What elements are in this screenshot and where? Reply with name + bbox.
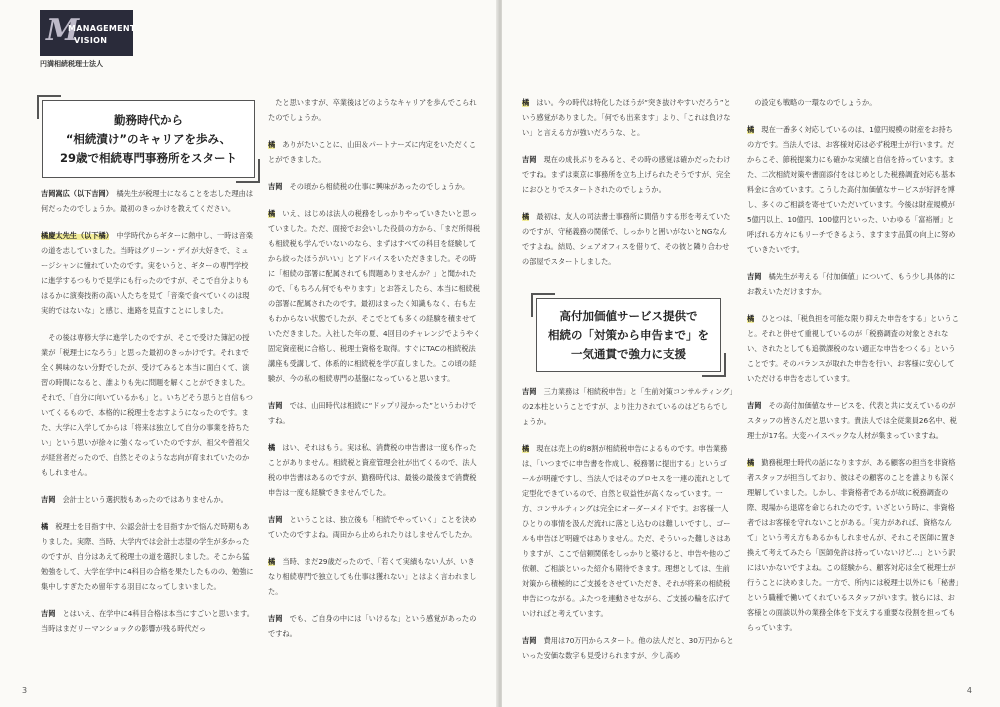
section-heading-1 [42,100,255,178]
paragraph [522,633,734,663]
paragraph [41,228,254,318]
paragraph-text: その高付加価値なサービスを、代表と共に支えているのがスタッフの皆さんだと思います。貴法人では全従業員26名中、税理士が17名。大変ハイスペックな人材が集まっていますね。 [747,401,957,440]
paragraph-text: その後は専修大学に進学したのですが、そこで受けた簿記の授業が「税理士になろう」と思った最初のきっかけです。それまで全く興味のない分野でしたが、受けてみると本当に面白くて、演習の時間になると、誰よりも先に問題を解くことができました。それで、「自分に向いているかも」と。いちどそう思うと自信もついてくるもので、本格的に税理士を志すようになったのです。また、大学に入学してからは「将来は独立して自分の事業を持ちたい」という思いが徐々に強くなっていたのですが、祖父や曾祖父が経営者だったので、自然とそのような志向が育まれていたのかもしれません。 [41,333,253,477]
paragraph-text: 中学時代からギターに熱中し、一時は音楽の道を志していました。当時はグリーン・デイが大好きで、ミュージシャンに憧れていたのです。実をいうと、ギターの専門学校に進学するつもりで見学にも行ったのですが、そこで自分よりもはるかに演奏技術の高い人たちを見て「音楽で食べていくのは現実的ではないな」と感じ、進路を見直すことにしました。 [41,231,253,315]
paragraph [747,455,959,635]
logo-letter: M [46,13,80,48]
speaker-label: 吉岡 [41,609,56,618]
speaker-label: 橘 [268,140,276,149]
speaker-label: 橘 [268,209,276,218]
paragraph [522,95,734,140]
paragraph [41,186,254,216]
paragraph-text: でも、ご自身の中には「いけるな」という感覚があったのですね。 [268,614,477,638]
paragraph-text: ということは、独立後も「相続でやっていく」ことを決めていたのですよね。両田から止められたりはしませんでしたか。 [268,515,477,539]
left-page [0,0,498,707]
paragraph [268,137,481,167]
speaker-label: 吉岡 [747,272,762,281]
paragraph-text: 税理士を目指す中、公認会計士を目指すかで悩んだ時期もありました。実際、当時、大学内では会計士志望の学生が多かったのですが、自分はあえて税理士の道を選択しました。そこから猛勉強をして、大学在学中に4科目の合格を果たしたものの、勉強に集中しすぎたため留年する羽目になってしまいました。 [41,522,254,591]
paragraph-text: 現在一番多く対応しているのは、1億円規模の財産をお持ちの方です。当法人では、お客様対応は必ず税理士が行います。だからこそ、節税提案力にも確かな実績と自信を持っています。また、二次相続対策や書面添付をはじめとした税務調査対応も基本料金に含めています。こうした高付加価値なサービスが好評を博し、多くのご相談を寄せていただいています。今後は財産規模が5億円以上、10億円、100億円といった、いわゆる「富裕層」と呼ばれる方々にもリーチできるよう、ますます品質の向上に努めていきたいです。 [747,125,956,254]
paragraph-text: はい。今の時代は特化したほうが“突き抜けやすいだろう”という感覚がありました。「何でも出来ます」より、「これは負けない」と言える方が強いだろうな、と。 [522,98,731,137]
paragraph [522,209,734,269]
paragraph-text: 費用は70万円からスタート。他の法人だと、30万円からといった安価な数字も見受けられますが、少し高め [522,636,734,660]
paragraph [268,554,481,599]
speaker-label: 吉岡 [41,495,56,504]
management-vision-logo [40,10,136,56]
paragraph-text: とはいえ、在学中に4科目合格は本当にすごいと思います。当時はまだリーマンショックの影響が残る時代だっ [41,609,254,633]
paragraph [268,206,481,386]
speaker-label: 橘 [747,125,755,134]
speaker-label: 吉岡嵩広（以下吉岡） [41,189,110,198]
speaker-label: 橘 [522,98,530,107]
heading-line: 勤務時代から [113,112,183,127]
page-number-left: 3 [22,686,28,695]
paragraph [41,606,254,636]
paragraph-text: はい、それはもう。実は私、消費税の申告書は一度も作ったことがありません。相続税と資産管理会社が出てくるので、法人税の申告書はあるのですが、勤務時代は、最後の最後まで消費税申告は一度も経験できませんでした。 [268,443,477,497]
speaker-label: 吉岡 [268,515,283,524]
paragraph [268,611,481,641]
text-column-2 [268,95,481,653]
section-heading-2 [536,298,721,372]
paragraph [522,384,734,429]
heading-line: 相続の「対策から申告まで」を [548,327,709,342]
firm-name: 円満相続税理士法人 [40,60,103,68]
paragraph-text: 橘先生が考える「付加価値」について、もう少し具体的にお教えいただけますか。 [747,272,956,296]
paragraph [268,440,481,500]
text-column-4 [747,95,959,647]
speaker-label: 吉岡 [522,387,537,396]
speaker-label: 橘 [268,557,276,566]
paragraph [268,512,481,542]
paragraph [747,311,959,386]
right-page [502,0,1000,707]
logo-line-1: MANAGEMENT [68,24,136,33]
paragraph-text: その頃から相続税の仕事に興味があったのでしょうか。 [289,182,470,191]
speaker-label: 吉岡 [268,182,283,191]
paragraph-text: 会計士という選択肢もあったのではありませんか。 [62,495,228,504]
heading-line: 高付加価値サービス提供で [559,308,698,323]
paragraph-text: 勤務税理士時代の話になりますが、ある顧客の担当を非資格者スタッフが担当しており、彼はその顧客のことを誰よりも深く理解していました。しかし、非資格者であるが故に税務調査の際、現場から退席を命じられたのです。いざという時に、非資格者ではお客様を守れないことがある。「実力があれば、資格なんて」という考え方もあるかもしれませんが、それこそ医師に置き換えて考えてみたら「医師免許は持っていないけど…」という訳にはいかないですよね。この経験から、顧客対応は全て税理士が行うことに決めました。一方で、所内には税理士以外にも「秘書」という職種で働いてくれているスタッフがいます。彼らには、お客様との面談以外の業務全体を下支えする重要な役割を担ってもらっています。 [747,458,959,632]
paragraph [41,519,254,594]
paragraph-text: たと思いますが、卒業後はどのようなキャリアを歩んでこられたのでしょうか。 [268,98,477,122]
paragraph-text: 現在の成長ぶりをみると、その時の感覚は確かだったわけですね。まずは東京に事務所を立ち上げられたそうですが、完全におひとりでスタートされたのでしょうか。 [522,155,731,194]
speaker-label: 橘 [747,314,755,323]
paragraph [268,95,481,125]
paragraph [747,122,959,257]
paragraph-text: ありがたいことに、山田＆パートナーズに内定をいただくことができました。 [268,140,477,164]
speaker-label: 吉岡 [522,636,537,645]
paragraph [522,441,734,621]
paragraph-text: 現在は売上の約8割が相続税申告によるものです。申告業務は、「いつまでに申告書を作成し、税務署に提出する」というゴールが明確ですし、当法人ではそのプロセスを一連の流れとして定型化できているので、自然と収益性が高くなっています。一方、コンサルティングは完全にオーダーメイドです。お客様一人ひとりの事情を汲んだ流れに落とし込むのは難しいですし、ゴールも申告ほど明確ではありません。ただ、そういった難しさはありますが、ここで信頼関係をしっかりと築けると、申告や他のご依頼、ご相談といった紹介も期待できます。理想としては、生前対策から積極的にご支援をさせていただき、それが将来の相続税申告につながる。ふたつを連動させながら、ご支援の輪を広げていければと考えています。 [522,444,731,618]
paragraph [268,398,481,428]
speaker-label: 橘 [522,444,530,453]
paragraph [747,95,959,110]
paragraph-text: ひとつは、「税負担を可能な限り抑えた申告をする」ということ。それと併せて重視しているのが「税務調査の対象とされない、されたとしても追徴課税のない適正な申告をつくる」ということです。そのバランスが取れた申告を行い、お客様に安心していただける申告を志しています。 [747,314,959,383]
paragraph-text: 三力業務は「相続税申告」と「生前対策コンサルティング」の2本柱ということですが、より注力されているのはどちらでしょうか。 [522,387,733,426]
speaker-label: 吉岡 [522,155,537,164]
speaker-label: 橘 [747,458,755,467]
paragraph [747,269,959,299]
speaker-label: 橘 [41,522,49,531]
speaker-label: 橘 [268,443,276,452]
logo-line-2: VISION [74,36,108,45]
text-column-3-bottom [522,384,734,675]
speaker-label: 吉岡 [268,614,283,623]
paragraph-text: では、山田時代は相続に“ドップリ浸かった”というわけですね。 [268,401,477,425]
page-number-right: 4 [966,686,972,695]
paragraph [41,492,254,507]
paragraph-text: の設定も戦略の一環なのでしょうか。 [754,98,877,107]
paragraph [522,152,734,197]
paragraph-text: 最初は、友人の司法書士事務所に間借りする形を考えていたのですが、守秘義務の関係で、しっかりと囲いがないとNGなんですよね。結局、シェアオフィスを借りて、その彼と隣り合わせの部屋でスタートしました。 [522,212,731,266]
paragraph [41,330,254,480]
heading-line: “相続漬け”のキャリアを歩み、 [65,131,232,146]
text-column-3-top [522,95,734,281]
speaker-label: 吉岡 [747,401,762,410]
paragraph-text: いえ、はじめは法人の税務をしっかりやっていきたいと思っていました。ただ、面接でお会いした役員の方から、「まだ所得税も相続税も学んでいないのなら、まずはすべての科目を経験してから絞ったほうがいい」とアドバイスをいただきました。その時に「相続の部署に配属されても問題ありませんか？」と聞かれたので、「もちろん何でもやります」とお答えしたら、本当に相続税の部署に配属されたのです。最初はまったく知識もなく、右も左もわからない状態でしたが、そこでとても多くの経験を積ませていただきました。入社した年の夏、4回目のチャレンジでようやく固定資産税に合格し、税理士資格を取得。すぐにTACの相続税法講座も受講して、体系的に相続税を学び直しました。この頃の経験が、今の私の相続専門の基盤になっていると思います。 [268,209,481,383]
paragraph [747,398,959,443]
paragraph [268,179,481,194]
speaker-label: 吉岡 [268,401,283,410]
heading-line: 29歳で相続専門事務所をスタート [59,150,237,165]
heading-line: 一気通貫で強力に支援 [571,346,686,361]
speaker-label: 橘 [522,212,530,221]
text-column-1 [41,186,254,648]
speaker-label: 橘慶太先生（以下橘） [41,231,110,240]
paragraph-text: 当時、まだ29歳だったので、「若くて実績もない人が、いきなり相続専門で独立しても仕事は獲れない」とはよく言われました。 [268,557,477,596]
paragraph-text: 橘先生が税理士になることを志した理由は何だったのでしょうか。最初のきっかけを教えてください。 [41,189,254,213]
